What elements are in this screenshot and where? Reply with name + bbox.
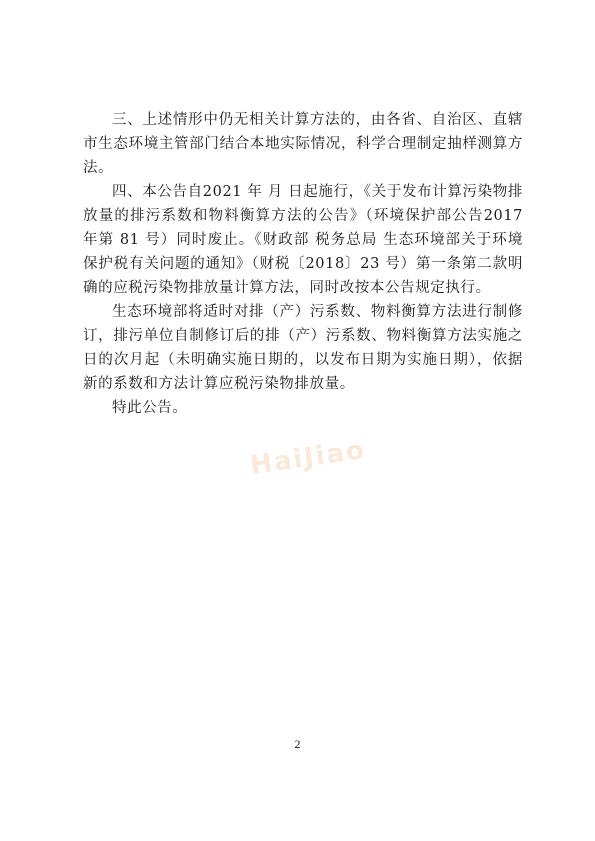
- paragraph-effective-date: 四、本公告自2021 年 月 日起施行，《关于发布计算污染物排放量的排污系数和物料衡算方法的公告》（环境保护部公告2017 年第 81 号）同时废止。《财政部 税务总局 生态环境部关于环境保护税有关问题的通知》（财税〔2018〕23 号）第一条第二款明确的应税污染物排放量计算方法，同时改按本公告规定执行。: [83, 184, 523, 296]
- document-body: [83, 108, 523, 420]
- watermark-logo: [246, 430, 370, 486]
- paragraph-coefficient-revision: 生态环境部将适时对排（产）污系数、物料衡算方法进行制修订，排污单位自制修订后的排（产）污系数、物料衡算方法实施之日的次月起（未明确实施日期的，以发布日期为实施日期），依据新的系数和方法计算应税污染物排放量。: [83, 304, 523, 392]
- watermark-text: HaiJiao: [248, 435, 368, 481]
- paragraph-method-fallback: 三、上述情形中仍无相关计算方法的，由各省、自治区、直辖市生态环境主管部门结合本地实际情况，科学合理制定抽样测算方法。: [83, 112, 523, 176]
- page-number: 2: [294, 737, 301, 751]
- paragraph-closing: 特此公告。: [112, 400, 188, 416]
